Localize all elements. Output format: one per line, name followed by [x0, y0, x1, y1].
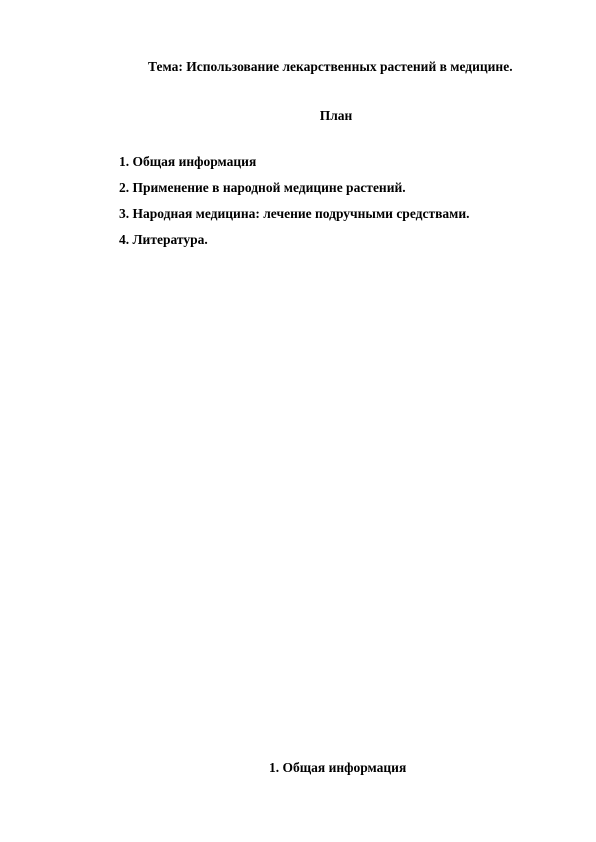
plan-heading: План: [319, 108, 353, 123]
plan-list: [119, 154, 469, 258]
plan-item: 2. Применение в народной медицине растений.: [119, 180, 406, 195]
plan-item: 1. Общая информация: [119, 154, 257, 169]
plan-item: 3. Народная медицина: лечение подручными средствами.: [119, 206, 470, 221]
plan-item: 4. Литература.: [119, 232, 208, 247]
section-heading: 1. Общая информация: [269, 760, 407, 775]
document-title: Тема: Использование лекарственных растений в медицине.: [148, 59, 513, 74]
